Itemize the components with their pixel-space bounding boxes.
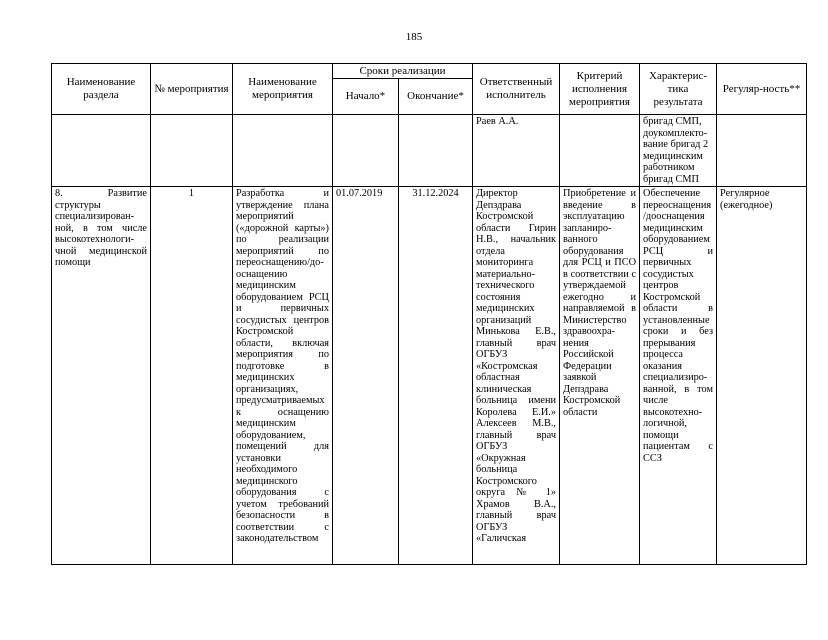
cell-activity <box>233 115 333 187</box>
cell-criterion <box>560 115 640 187</box>
header-regularity: Регуляр-ность** <box>717 64 807 115</box>
cell-start: 01.07.2019 <box>333 187 399 565</box>
header-number: № мероприятия <box>151 64 233 115</box>
cell-number <box>151 115 233 187</box>
header-criterion: Критерий исполнения мероприятия <box>560 64 640 115</box>
cell-regularity <box>717 115 807 187</box>
table-row-continuation <box>52 115 807 187</box>
cell-result: бригад СМП, доукомплекто-вание бригад 2 медицинским работником бригад СМП <box>640 115 717 187</box>
cell-criterion: Приобретение и введение в эксплуатацию запланиро-ванного оборудования для РСЦ и ПСО в соответствии с утверждаемой ежегодно и направляемой в Министерство здравоохра-нения Российской Федерации заявкой Депздрава Костромской области <box>560 187 640 565</box>
cell-activity: Разработка и утверждение плана мероприятий («дорожной карты») по реализации мероприятий по переоснащению/до-оснащению медицинским оборудованием РСЦ и первичных сосудистых центров Костромской области, включая мероприятия по подготовке в медицинских организациях, предусматриваемых к оснащению медицинским оборудованием, помещений для установки необходимого медицинского оборудования с учетом требований безопасности в соответствии с законодательством <box>233 187 333 565</box>
table-row-8 <box>52 187 807 565</box>
header-end: Окончание* <box>399 79 473 115</box>
cell-executor: Раев А.А. <box>473 115 560 187</box>
header-activity: Наименование мероприятия <box>233 64 333 115</box>
cell-end <box>399 115 473 187</box>
cell-section: 8. Развитие структуры специализирован-ной, в том числе высокотехнологи-чной медицинской помощи <box>52 187 151 565</box>
header-dates-group: Сроки реализации <box>333 64 473 79</box>
cell-start <box>333 115 399 187</box>
cell-regularity: Регулярное (ежегодное) <box>717 187 807 565</box>
cell-executor: Директор Депздрава Костромской области Гирин Н.В., начальник отдела мониторинга материально-технического состояния медицинских организаций Минькова Е.В., главный врач ОГБУЗ «Костромская областная клиническая больница имени Королева Е.И.» Алексеев М.В., главный врач ОГБУЗ «Окружная больница Костромского округа № 1» Храмов В.А., главный врач ОГБУЗ «Галичская <box>473 187 560 565</box>
cell-end: 31.12.2024 <box>399 187 473 565</box>
cell-result: Обеспечение переоснащения /дооснащения медицинским оборудованием РСЦ и первичных сосудистых центров Костромской области в установленные сроки и без прерывания процесса оказания специализиро-ванной, в том числе высокотехно-логичной, помощи пациентам с ССЗ <box>640 187 717 565</box>
page-number: 185 <box>405 31 423 43</box>
cell-section <box>52 115 151 187</box>
header-start: Начало* <box>333 79 399 115</box>
header-result: Характерис-тика результата <box>640 64 717 115</box>
plan-table <box>51 63 807 565</box>
header-section: Наименование раздела <box>52 64 151 115</box>
header-executor: Ответственный исполнитель <box>473 64 560 115</box>
cell-number: 1 <box>151 187 233 565</box>
